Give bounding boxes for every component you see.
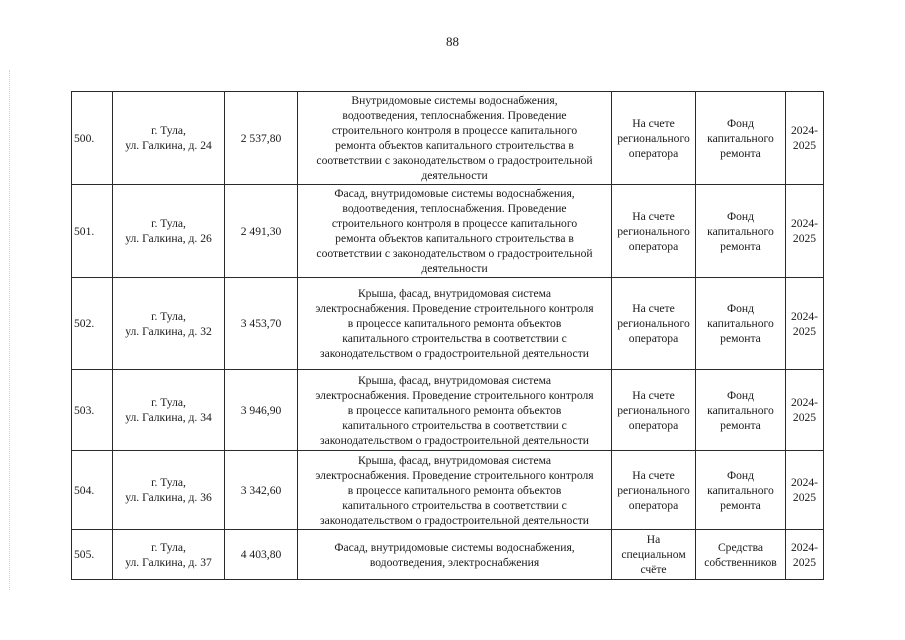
account-cell-line: регионального	[617, 224, 690, 238]
works-cell-line: соответствии с законодательством о градостроительной	[316, 154, 593, 167]
table-row	[72, 530, 824, 580]
funding-source-cell-line: ремонта	[720, 146, 761, 160]
works-cell-line: Внутридомовые системы водоснабжения,	[351, 94, 558, 107]
works-cell-line: электроснабжения. Проведение строительного контроля	[315, 388, 594, 402]
funding-source-cell	[696, 451, 786, 530]
address-cell-line: г. Тула,	[151, 540, 186, 554]
works-cell	[298, 370, 612, 451]
funding-source-cell-line: капитального	[707, 131, 774, 145]
account-cell-line: На счете	[632, 302, 675, 315]
account-cell-line: На счете	[632, 468, 675, 482]
works-cell-line: ремонта объектов капитального строительства в	[335, 139, 574, 152]
funding-source-cell-line: ремонта	[720, 332, 761, 345]
area-cell: 3 946,90	[225, 370, 298, 451]
address-cell-line: г. Тула,	[151, 124, 186, 137]
address-cell-line: г. Тула,	[151, 309, 186, 323]
account-cell-line: счёте	[640, 563, 667, 576]
works-cell-line: в процессе капитального ремонта объектов	[347, 483, 562, 497]
works-cell-line: Фасад, внутридомовые системы водоснабжения,	[334, 540, 575, 554]
address-cell	[113, 530, 225, 580]
works-cell-line: строительного контроля в процессе капитального	[331, 217, 578, 230]
works-cell-line: Крыша, фасад, внутридомовая система	[357, 287, 552, 300]
account-cell	[612, 92, 696, 185]
account-cell-line: регионального	[617, 317, 690, 330]
period-cell: 2024-2025	[786, 185, 824, 278]
works-cell	[298, 185, 612, 278]
works-cell	[298, 92, 612, 185]
funding-source-cell	[696, 278, 786, 370]
funding-source-cell-line: Фонд	[726, 209, 755, 223]
address-cell-line: ул. Галкина, д. 26	[125, 232, 212, 245]
address-cell-line: ул. Галкина, д. 37	[125, 555, 212, 569]
works-cell	[298, 451, 612, 530]
table-row	[72, 370, 824, 451]
account-cell-line: оператора	[628, 146, 679, 160]
row-number: 501.	[72, 185, 113, 278]
funding-source-cell-line: капитального	[707, 317, 774, 330]
account-cell-line: На счете	[632, 209, 675, 223]
works-cell	[298, 278, 612, 370]
address-cell-line: ул. Галкина, д. 36	[125, 491, 212, 504]
works-cell-line: электроснабжения. Проведение строительного контроля	[315, 468, 594, 482]
account-cell	[612, 278, 696, 370]
works-cell-line: в процессе капитального ремонта объектов	[347, 317, 562, 330]
table-row	[72, 92, 824, 185]
row-number: 503.	[72, 370, 113, 451]
account-cell	[612, 530, 696, 580]
funding-source-cell-line: собственников	[704, 555, 777, 569]
works-cell-line: электроснабжения. Проведение строительного контроля	[315, 302, 594, 315]
page-number: 88	[446, 34, 459, 49]
funding-source-cell	[696, 530, 786, 580]
area-cell: 2 491,30	[225, 185, 298, 278]
works-cell-line: Крыша, фасад, внутридомовая система	[357, 453, 552, 467]
works-cell-line: законодательством о градостроительной деятельности	[320, 433, 589, 447]
works-cell-line: деятельности	[421, 169, 488, 182]
works-cell	[298, 530, 612, 580]
account-cell-line: На	[646, 533, 661, 546]
funding-source-cell-line: капитального	[707, 224, 774, 238]
account-cell-line: специальном	[621, 548, 686, 561]
area-cell: 3 453,70	[225, 278, 298, 370]
period-cell: 2024-2025	[786, 370, 824, 451]
row-number: 505.	[72, 530, 113, 580]
address-cell-line: г. Тула,	[151, 217, 186, 230]
works-cell-line: водоотведения, электроснабжения	[369, 555, 540, 569]
works-cell-line: капитального строительства в соответствии с	[342, 418, 567, 432]
address-cell-line: ул. Галкина, д. 32	[125, 324, 212, 338]
account-cell-line: регионального	[617, 483, 690, 497]
address-cell-line: ул. Галкина, д. 34	[125, 411, 212, 424]
works-cell-line: водоотведения, теплоснабжения. Проведение	[342, 202, 567, 215]
address-cell	[113, 185, 225, 278]
funding-source-cell	[696, 92, 786, 185]
works-cell-line: водоотведения, теплоснабжения. Проведение	[342, 109, 567, 122]
period-cell: 2024-2025	[786, 92, 824, 185]
works-cell-line: законодательством о градостроительной деятельности	[320, 347, 589, 360]
funding-source-cell-line: Фонд	[726, 388, 755, 402]
address-cell-line: г. Тула,	[151, 396, 186, 409]
account-cell	[612, 451, 696, 530]
account-cell-line: регионального	[617, 131, 690, 145]
account-cell-line: оператора	[628, 498, 679, 512]
funding-source-cell-line: ремонта	[720, 498, 761, 512]
works-cell-line: соответствии с законодательством о градостроительной	[316, 247, 593, 260]
account-cell-line: оператора	[628, 418, 679, 432]
funding-source-cell-line: капитального	[707, 403, 774, 417]
funding-source-cell	[696, 185, 786, 278]
works-cell-line: законодательством о градостроительной деятельности	[320, 513, 589, 527]
account-cell-line: оператора	[628, 239, 679, 253]
table-row	[72, 185, 824, 278]
margin-dotted-line	[9, 70, 12, 590]
repair-register-table	[71, 91, 824, 580]
account-cell	[612, 370, 696, 451]
funding-source-cell-line: Средства	[717, 540, 764, 554]
funding-source-cell-line: Фонд	[726, 468, 755, 482]
address-cell-line: г. Тула,	[151, 476, 186, 489]
address-cell-line: ул. Галкина, д. 24	[125, 139, 212, 152]
works-cell-line: деятельности	[421, 262, 488, 275]
row-number: 500.	[72, 92, 113, 185]
area-cell: 2 537,80	[225, 92, 298, 185]
works-cell-line: капитального строительства в соответствии с	[342, 498, 567, 512]
account-cell-line: оператора	[628, 332, 679, 345]
period-cell: 2024-2025	[786, 530, 824, 580]
account-cell-line: На счете	[632, 116, 675, 130]
works-cell-line: Крыша, фасад, внутридомовая система	[357, 373, 552, 387]
funding-source-cell-line: Фонд	[726, 302, 755, 315]
area-cell: 4 403,80	[225, 530, 298, 580]
address-cell	[113, 370, 225, 451]
address-cell	[113, 278, 225, 370]
period-cell: 2024-2025	[786, 278, 824, 370]
address-cell	[113, 92, 225, 185]
account-cell	[612, 185, 696, 278]
account-cell-line: На счете	[632, 388, 675, 402]
table-row	[72, 278, 824, 370]
table-row	[72, 451, 824, 530]
funding-source-cell-line: ремонта	[720, 418, 761, 432]
funding-source-cell-line: ремонта	[720, 239, 761, 253]
funding-source-cell-line: капитального	[707, 483, 774, 497]
area-cell: 3 342,60	[225, 451, 298, 530]
works-cell-line: строительного контроля в процессе капитального	[331, 124, 578, 137]
works-cell-line: капитального строительства в соответствии с	[342, 332, 567, 345]
row-number: 502.	[72, 278, 113, 370]
works-cell-line: в процессе капитального ремонта объектов	[347, 403, 562, 417]
address-cell	[113, 451, 225, 530]
works-cell-line: Фасад, внутридомовые системы водоснабжения,	[334, 187, 575, 200]
funding-source-cell	[696, 370, 786, 451]
funding-source-cell-line: Фонд	[726, 116, 755, 130]
period-cell: 2024-2025	[786, 451, 824, 530]
row-number: 504.	[72, 451, 113, 530]
account-cell-line: регионального	[617, 403, 690, 417]
works-cell-line: ремонта объектов капитального строительства в	[335, 232, 574, 245]
